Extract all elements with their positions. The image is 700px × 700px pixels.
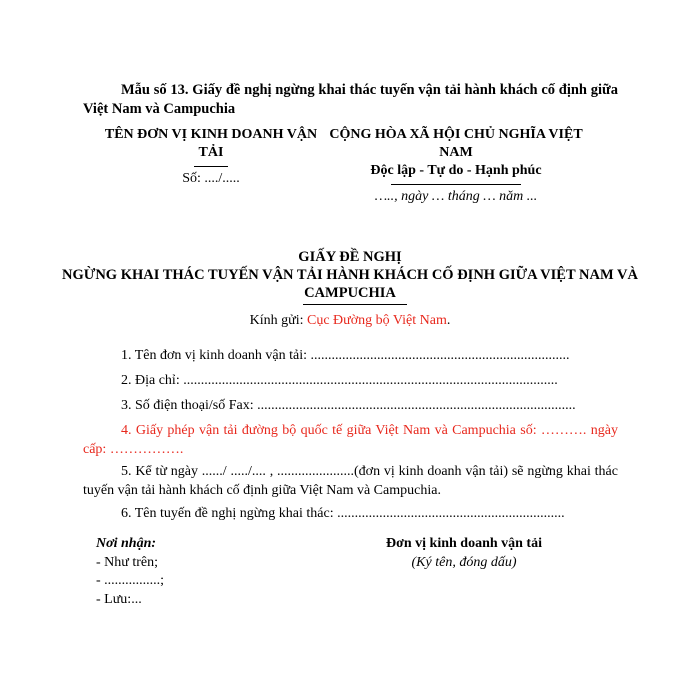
signature-title: Đơn vị kinh doanh vận tải [386, 536, 542, 551]
recipients-line: - Như trên; [96, 554, 159, 570]
item-stop-date: 5. Kể từ ngày ....../ ...../.... , ......................(đơn vị kinh doanh vận tải) sẽ ngừng khai thác tuyến vận tải hành khách cố định giữa Việt Nam và Campuchia. [83, 464, 618, 498]
item-org-name: 1. Tên đơn vị kinh doanh vận tải: .......................................................................... [121, 348, 570, 363]
form-title: Mẫu số 13. Giấy đề nghị ngừng khai thác tuyến vận tải hành khách cố định giữa Việt Nam và Campuchia [83, 82, 618, 117]
organization-name: TÊN ĐƠN VỊ KINH DOANH VẬN TẢI [104, 127, 318, 160]
document-title-line2: NGỪNG KHAI THÁC TUYẾN VẬN TẢI HÀNH KHÁCH CỐ ĐỊNH GIỮA VIỆT NAM VÀ CAMPUCHIA [62, 267, 638, 301]
recipient-label: Kính gửi: [249, 313, 307, 328]
document-title-line1: GIẤY ĐỀ NGHỊ [298, 249, 402, 265]
title-divider [303, 304, 407, 305]
document-number: Số: ..../..... [182, 171, 240, 186]
motto-divider [391, 184, 521, 185]
recipient-name: Cục Đường bộ Việt Nam [306, 313, 447, 328]
date-line: ….., ngày … tháng … năm ... [374, 189, 538, 204]
item-license: 4. Giấy phép vận tải đường bộ quốc tế giữa Việt Nam và Campuchia số: ………. ngày cấp: ……………. [83, 423, 618, 457]
national-header [325, 126, 587, 206]
document-title [60, 248, 640, 302]
national-motto: Độc lập - Tự do - Hạnh phúc [370, 163, 542, 178]
recipients-line: - ................; [96, 573, 165, 588]
item-address: 2. Địa chỉ: ........................................................................................................... [121, 373, 558, 388]
recipient-end: . [446, 313, 451, 328]
recipient-line [0, 313, 700, 329]
signature-block [340, 535, 588, 572]
item-route-name: 6. Tên tuyến đề nghị ngừng khai thác: ................................................................. [121, 506, 565, 521]
recipients-title: Nơi nhận: [96, 536, 157, 551]
org-divider [194, 166, 228, 167]
item-phone-fax: 3. Số điện thoại/số Fax: ........................................................................................... [121, 398, 576, 413]
recipients-line: - Lưu:... [96, 591, 142, 607]
nation-name: CỘNG HÒA XÃ HỘI CHỦ NGHĨA VIỆT NAM [329, 127, 583, 160]
organization-header [96, 126, 326, 188]
recipients-block [96, 535, 164, 609]
signature-note: (Ký tên, đóng dấu) [411, 554, 517, 570]
